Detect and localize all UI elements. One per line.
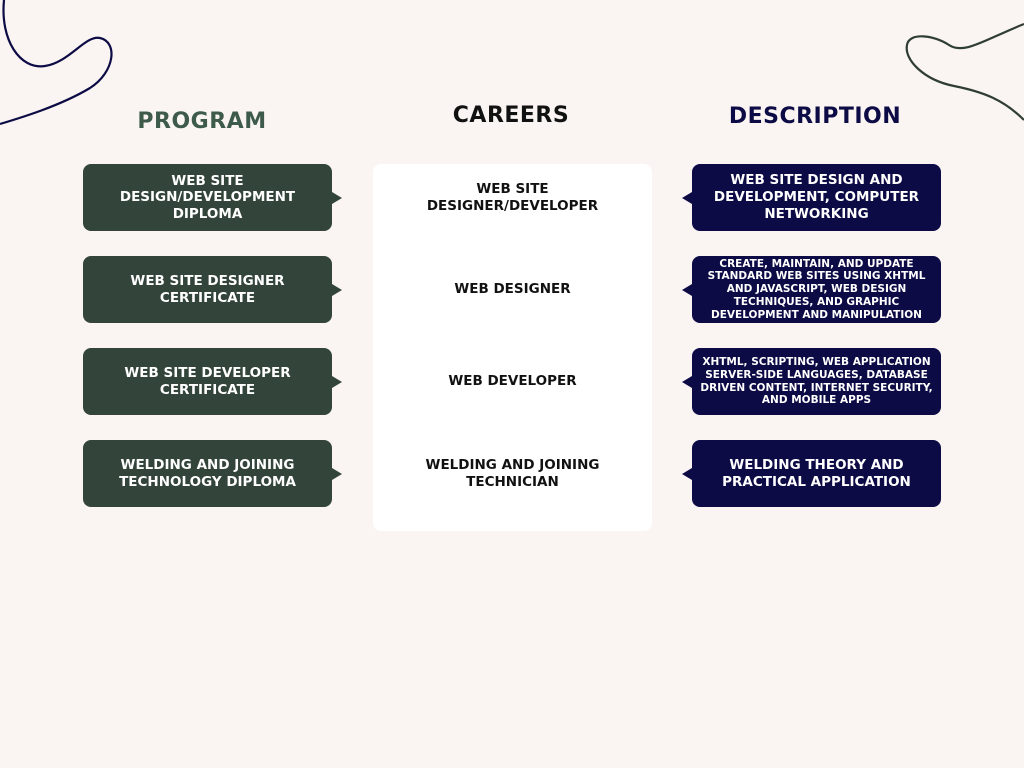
program-box: WEB SITE DESIGN/DEVELOPMENT DIPLOMA: [83, 164, 332, 231]
program-box: WELDING AND JOINING TECHNOLOGY DIPLOMA: [83, 440, 332, 507]
description-box: WEB SITE DESIGN AND DEVELOPMENT, COMPUTER NETWORKING: [692, 164, 941, 231]
career-item: WEB SITE DESIGNER/DEVELOPER: [426, 180, 599, 214]
career-item: WELDING AND JOINING TECHNICIAN: [425, 456, 600, 490]
description-box: CREATE, MAINTAIN, AND UPDATE STANDARD WEB SITES USING XHTML AND JAVASCRIPT, WEB DESIGN TECHNIQUES, AND GRAPHIC DEVELOPMENT AND MANIPULATION: [692, 256, 941, 323]
program-heading: PROGRAM: [137, 109, 267, 134]
description-heading: DESCRIPTION: [728, 104, 902, 129]
description-box: WELDING THEORY AND PRACTICAL APPLICATION: [692, 440, 941, 507]
program-box: WEB SITE DESIGNER CERTIFICATE: [83, 256, 332, 323]
careers-heading: CAREERS: [452, 103, 570, 128]
description-box: XHTML, SCRIPTING, WEB APPLICATION SERVER-SIDE LANGUAGES, DATABASE DRIVEN CONTENT, INTERNET SECURITY, AND MOBILE APPS: [692, 348, 941, 415]
career-item: WEB DESIGNER: [454, 281, 571, 298]
career-item: WEB DEVELOPER: [448, 373, 577, 390]
program-box: WEB SITE DEVELOPER CERTIFICATE: [83, 348, 332, 415]
